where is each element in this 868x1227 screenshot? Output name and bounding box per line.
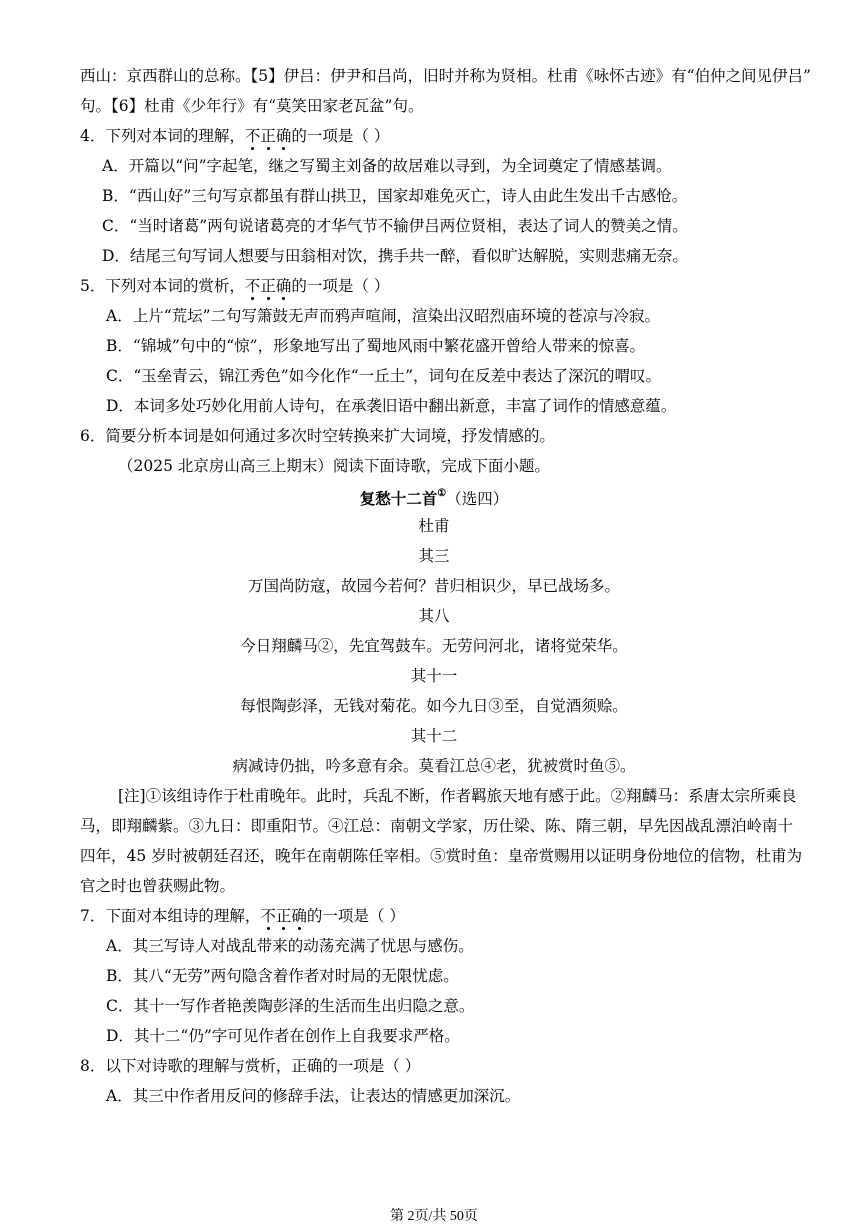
- question-4-option-b: B．“西山好”三句写京都虽有群山拱卫，国家却难免灭亡，诗人由此生发出千古感怆。: [102, 187, 688, 205]
- poem-annotation-line: 官之时也曾获赐此物。: [80, 877, 236, 895]
- question-5-stem-tail: 的一项是（ ）: [291, 277, 390, 295]
- poem-section-heading: 其三: [418, 547, 450, 565]
- question-4-stem: [80, 125, 389, 147]
- question-8-option-a: A．其三中作者用反问的修辞手法，让表达的情感更加深沉。: [106, 1087, 521, 1105]
- poem-author: 杜甫: [418, 517, 450, 535]
- emphasis-char: 确: [291, 907, 307, 925]
- poem-title: [0, 485, 868, 510]
- poem-annotation-line: 马，即翔麟紫。③九日：即重阳节。④江总：南朝文学家，历仕梁、陈、隋三朝，早先因战乱漂泊岭南十: [80, 817, 794, 835]
- question-5-stem: [80, 275, 389, 297]
- question-7-option-b: B．其八“无劳”两句隐含着作者对时局的无限忧虑。: [106, 967, 459, 985]
- poem-title-text: 复愁十二首: [359, 489, 438, 509]
- question-7-stem-tail: 的一项是（ ）: [306, 907, 405, 925]
- emphasis-char: 正: [260, 277, 276, 295]
- emphasis-char: 确: [275, 277, 292, 295]
- emphasis-char: 正: [260, 127, 276, 145]
- question-7-option-d: D．其十二“仍”字可见作者在创作上自我要求严格。: [106, 1027, 460, 1045]
- question-4-option-a: A．开篇以“问”字起笔，继之写蜀主刘备的故居难以寻到，为全词奠定了情感基调。: [102, 157, 672, 175]
- notes-line-2: 句。【6】杜甫《少年行》有“莫笑田家老瓦盆”句。: [80, 97, 424, 115]
- question-4-stem-text: 4．下列对本词的理解，: [80, 127, 245, 145]
- question-5-stem-text: 5．下列对本词的赏析，: [80, 277, 245, 295]
- question-7-option-c: C．其十一写作者艳羡陶彭泽的生活而生出归隐之意。: [106, 997, 475, 1015]
- emphasis-char: 正: [275, 907, 292, 925]
- poem-annotation-line: [注]①该组诗作于杜甫晚年。此时，兵乱不断，作者羁旅天地有感于此。②翔麟马：系唐太宗所乘良: [118, 787, 797, 805]
- emphasis-char: 不: [260, 907, 276, 925]
- question-5-option-c: C．“玉垒青云，锦江秀色”如今化作“一丘土”，词句在反差中表达了深沉的喟叹。: [106, 367, 662, 385]
- question-8-stem: 8．以下对诗歌的理解与赏析，正确的一项是（ ）: [80, 1057, 421, 1075]
- poem-title-suffix: （选四）: [446, 490, 509, 509]
- question-4-stem-tail: 的一项是（ ）: [291, 127, 390, 145]
- poem-section-heading: 其八: [418, 607, 450, 625]
- emphasis-char: 不: [244, 277, 261, 295]
- notes-line-1: 西山：京西群山的总称。【5】伊吕：伊尹和吕尚，旧时并称为贤相。杜甫《咏怀古迹》有“伯仲之间见伊吕”: [80, 67, 811, 85]
- question-5-option-d: D．本词多处巧妙化用前人诗句，在承袭旧语中翻出新意，丰富了词作的情感意蕴。: [106, 397, 677, 415]
- poem-section-line: 万国尚防寇，故园今若何？昔归相识少，早已战场多。: [247, 577, 620, 595]
- question-4-option-d: D．结尾三句写词人想要与田翁相对饮，携手共一醉，看似旷达解脱，实则悲痛无奈。: [102, 247, 688, 265]
- page-footer: 第 2页/共 50页: [390, 1209, 478, 1224]
- question-7-option-a: A．其三写诗人对战乱带来的动荡充满了忧思与感伤。: [106, 937, 474, 955]
- emphasis-char: 确: [275, 127, 292, 145]
- poem-section-line: 今日翔麟马②，先宜驾鼓车。无劳问河北，诸将觉荣华。: [240, 637, 628, 655]
- poem-annotation-line: 四年，45 岁时被朝廷召还，晚年在南朝陈任宰相。⑤赏时鱼：皇帝赏赐用以证明身份地位的信物，杜甫为: [80, 847, 803, 865]
- question-7-stem: [80, 905, 405, 927]
- poem-section-heading: 其十一: [410, 667, 458, 685]
- poem-section-line: 病减诗仍拙，吟多意有余。莫看江总④老，犹被赏时鱼⑤。: [232, 757, 636, 775]
- section-intro: （2025 北京房山高三上期末）阅读下面诗歌，完成下面小题。: [118, 457, 550, 475]
- question-5-option-b: B．“锦城”句中的“惊”，形象地写出了蜀地风雨中繁花盛开曾给人带来的惊喜。: [106, 337, 646, 355]
- emphasis-char: 不: [244, 127, 261, 145]
- poem-title-note-mark: ①: [437, 488, 447, 499]
- question-6-stem: 6．简要分析本词是如何通过多次时空转换来扩大词境，抒发情感的。: [80, 427, 555, 445]
- poem-section-line: 每恨陶彭泽，无钱对菊花。如今九日③至，自觉酒须赊。: [240, 697, 628, 715]
- question-7-stem-text: 7．下面对本组诗的理解，: [80, 907, 261, 925]
- poem-section-heading: 其十二: [410, 727, 458, 745]
- question-4-option-c: C．“当时诸葛”两句说诸葛亮的才华气节不输伊吕两位贤相，表达了词人的赞美之情。: [102, 217, 688, 235]
- question-5-option-a: A．上片“荒坛”二句写箫鼓无声而鸦声喧闹，渲染出汉昭烈庙环境的苍凉与冷寂。: [106, 307, 661, 325]
